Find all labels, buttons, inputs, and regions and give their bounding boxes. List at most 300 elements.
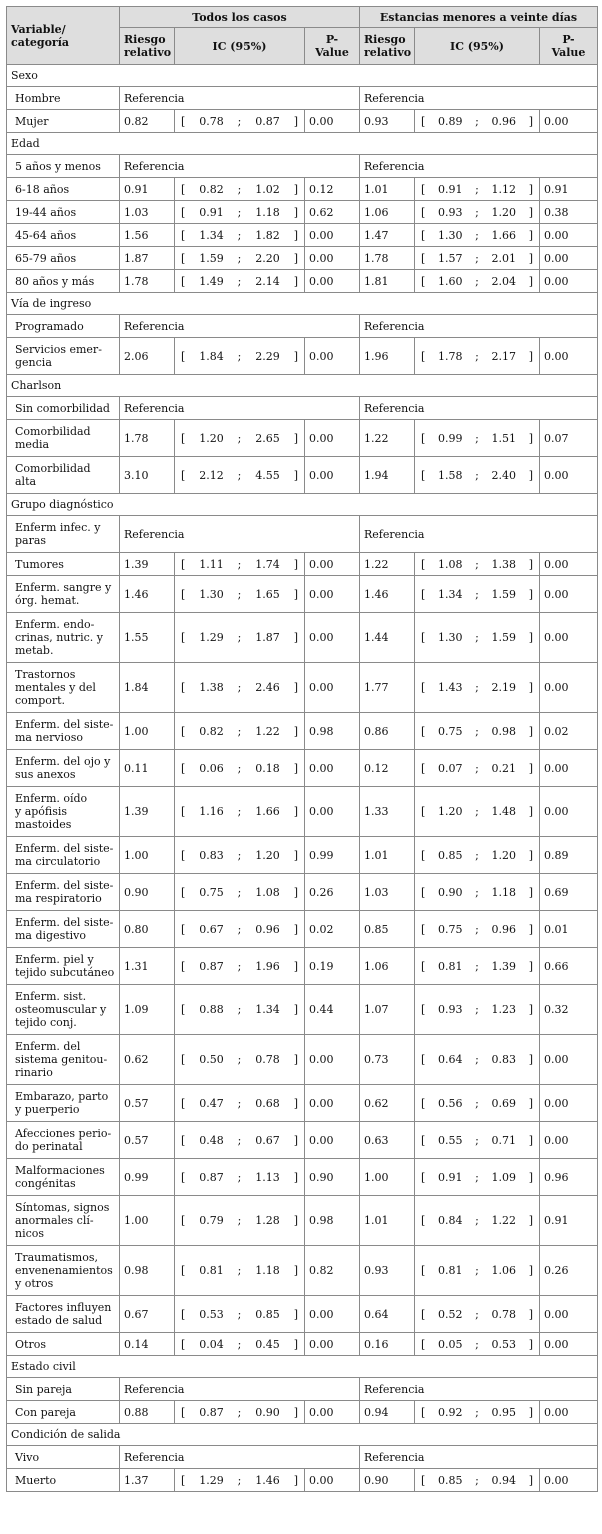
confidence-interval xyxy=(181,725,298,738)
row-label: Enferm. sist. osteomuscular y tejido conj. xyxy=(7,985,120,1035)
ic-upper: 0.85 xyxy=(255,1307,280,1321)
separator: ; xyxy=(475,724,479,738)
ic-cell-short xyxy=(415,338,540,375)
bracket-open: [ xyxy=(181,761,186,775)
ic-lower: 0.84 xyxy=(437,1214,463,1227)
rr-value-short: 1.01 xyxy=(360,1196,415,1246)
p-value-all: 0.12 xyxy=(305,178,360,201)
ic-lower: 1.49 xyxy=(199,274,224,288)
p-value-all: 0.00 xyxy=(305,270,360,293)
ic-upper: 1.09 xyxy=(491,1170,517,1184)
reference-all: Referencia xyxy=(120,87,360,110)
separator: ; xyxy=(475,274,479,288)
confidence-interval xyxy=(181,960,298,973)
rr-value-short: 0.12 xyxy=(360,750,415,787)
p-value-short: 0.00 xyxy=(540,750,598,787)
rr-value-all: 1.39 xyxy=(120,553,175,576)
ic-lower: 0.87 xyxy=(199,1170,224,1184)
ic-upper: 1.48 xyxy=(491,805,517,818)
bracket-open: [ xyxy=(421,922,426,936)
bracket-close: ] xyxy=(528,1405,533,1419)
separator: ; xyxy=(475,431,479,445)
row-label: Enferm. del siste- ma circulatorio xyxy=(7,837,120,874)
confidence-interval xyxy=(181,252,298,265)
ic-lower: 0.75 xyxy=(437,724,463,738)
separator: ; xyxy=(237,228,242,242)
bracket-open: [ xyxy=(421,431,426,445)
section-row xyxy=(7,1424,598,1446)
separator: ; xyxy=(475,251,479,265)
bracket-open: [ xyxy=(181,1096,186,1110)
section-row xyxy=(7,133,598,155)
rr-value-short: 1.96 xyxy=(360,338,415,375)
separator: ; xyxy=(237,681,242,694)
ic-cell-short xyxy=(415,576,540,613)
p-value-short: 0.00 xyxy=(540,1469,598,1492)
confidence-interval xyxy=(181,432,298,445)
separator: ; xyxy=(237,1214,242,1227)
confidence-interval xyxy=(421,1134,533,1147)
table-row xyxy=(7,201,598,224)
ic-cell-short xyxy=(415,1122,540,1159)
ic-cell-all xyxy=(175,713,305,750)
separator: ; xyxy=(237,1053,242,1066)
rr-value-all: 1.09 xyxy=(120,985,175,1035)
bracket-open: [ xyxy=(181,1307,186,1321)
ic-cell-all xyxy=(175,110,305,133)
ic-upper: 0.69 xyxy=(491,1096,517,1110)
ic-upper: 1.13 xyxy=(255,1170,280,1184)
p-value-all: 0.00 xyxy=(305,663,360,713)
ic-upper: 1.23 xyxy=(491,1003,517,1016)
separator: ; xyxy=(237,631,242,644)
ic-cell-all xyxy=(175,1401,305,1424)
ic-upper: 1.18 xyxy=(255,1264,280,1277)
bracket-open: [ xyxy=(421,885,426,899)
ic-lower: 0.87 xyxy=(199,1405,224,1419)
ic-cell-short xyxy=(415,948,540,985)
p-value-short: 0.89 xyxy=(540,837,598,874)
ic-cell-short xyxy=(415,874,540,911)
rr-value-short: 1.33 xyxy=(360,787,415,837)
ic-upper: 0.96 xyxy=(255,922,280,936)
bracket-close: ] xyxy=(528,587,533,601)
ic-cell-all xyxy=(175,224,305,247)
p-value-short: 0.00 xyxy=(540,787,598,837)
ic-cell-all xyxy=(175,874,305,911)
ic-upper: 2.65 xyxy=(255,431,280,445)
section-title: Grupo diagnóstico xyxy=(7,494,598,516)
reference-short: Referencia xyxy=(360,87,598,110)
table-row xyxy=(7,247,598,270)
separator: ; xyxy=(475,885,479,899)
confidence-interval xyxy=(421,229,533,242)
bracket-close: ] xyxy=(528,274,533,288)
bracket-close: ] xyxy=(528,1473,533,1487)
rr-value-short: 1.22 xyxy=(360,553,415,576)
ic-lower: 1.34 xyxy=(437,587,463,601)
table-row xyxy=(7,787,598,837)
bracket-close: ] xyxy=(528,1214,533,1227)
p-value-short: 0.91 xyxy=(540,178,598,201)
ic-cell-all xyxy=(175,1196,305,1246)
p-value-short: 0.00 xyxy=(540,1333,598,1356)
confidence-interval xyxy=(181,469,298,482)
bracket-close: ] xyxy=(528,1170,533,1184)
separator: ; xyxy=(475,557,479,571)
p-value-all: 0.00 xyxy=(305,457,360,494)
confidence-interval xyxy=(421,1474,533,1487)
reference-all: Referencia xyxy=(120,155,360,178)
confidence-interval xyxy=(421,183,533,196)
rr-value-all: 0.67 xyxy=(120,1296,175,1333)
ic-cell-short xyxy=(415,178,540,201)
bracket-close: ] xyxy=(528,557,533,571)
separator: ; xyxy=(237,922,242,936)
reference-short: Referencia xyxy=(360,315,598,338)
ic-upper: 1.12 xyxy=(491,182,517,196)
row-label: Enferm. del ojo y sus anexos xyxy=(7,750,120,787)
ic-lower: 0.99 xyxy=(437,431,463,445)
row-label: Embarazo, parto y puerperio xyxy=(7,1085,120,1122)
ic-upper: 0.95 xyxy=(491,1405,517,1419)
p-value-short: 0.07 xyxy=(540,420,598,457)
group-header-short-stays: Estancias menores a veinte días xyxy=(360,7,598,28)
bracket-close: ] xyxy=(293,1473,298,1487)
confidence-interval xyxy=(181,1338,298,1351)
bracket-close: ] xyxy=(293,587,298,601)
rr-value-all: 1.39 xyxy=(120,787,175,837)
p-value-all: 0.62 xyxy=(305,201,360,224)
rr-value-all: 2.06 xyxy=(120,338,175,375)
bracket-open: [ xyxy=(421,848,426,862)
bracket-close: ] xyxy=(528,805,533,818)
ic-cell-short xyxy=(415,110,540,133)
ic-lower: 1.30 xyxy=(199,587,224,601)
bracket-close: ] xyxy=(293,182,298,196)
row-label: Sin pareja xyxy=(7,1378,120,1401)
table-row xyxy=(7,663,598,713)
confidence-interval xyxy=(181,1171,298,1184)
p-value-short: 0.00 xyxy=(540,1401,598,1424)
ic-cell-short xyxy=(415,270,540,293)
p-value-all: 0.44 xyxy=(305,985,360,1035)
ic-upper: 2.20 xyxy=(255,251,280,265)
separator: ; xyxy=(475,959,479,973)
table-row xyxy=(7,576,598,613)
separator: ; xyxy=(475,1053,479,1066)
table-row xyxy=(7,516,598,553)
ic-upper: 0.71 xyxy=(491,1133,517,1147)
bracket-open: [ xyxy=(181,681,186,694)
ic-cell-short xyxy=(415,553,540,576)
bracket-close: ] xyxy=(293,681,298,694)
bracket-open: [ xyxy=(421,1170,426,1184)
ic-cell-short xyxy=(415,613,540,663)
bracket-open: [ xyxy=(421,1214,426,1227)
bracket-close: ] xyxy=(528,922,533,936)
bracket-close: ] xyxy=(528,1264,533,1277)
reference-all: Referencia xyxy=(120,516,360,553)
bracket-close: ] xyxy=(528,182,533,196)
section-row xyxy=(7,375,598,397)
bracket-open: [ xyxy=(181,251,186,265)
bracket-open: [ xyxy=(421,681,426,694)
confidence-interval xyxy=(181,1264,298,1277)
confidence-interval xyxy=(181,631,298,644)
confidence-interval xyxy=(421,252,533,265)
ic-cell-all xyxy=(175,985,305,1035)
rr-value-short: 1.46 xyxy=(360,576,415,613)
ic-cell-short xyxy=(415,1333,540,1356)
row-label: 6-18 años xyxy=(7,178,120,201)
table-row xyxy=(7,155,598,178)
separator: ; xyxy=(475,1337,479,1351)
row-label: Mujer xyxy=(7,110,120,133)
ic-cell-all xyxy=(175,1159,305,1196)
bracket-close: ] xyxy=(293,1337,298,1351)
bracket-open: [ xyxy=(421,205,426,219)
ic-lower: 0.55 xyxy=(437,1133,463,1147)
ic-cell-all xyxy=(175,553,305,576)
bracket-close: ] xyxy=(293,468,298,482)
rr-value-short: 1.07 xyxy=(360,985,415,1035)
row-label: Comorbilidad alta xyxy=(7,457,120,494)
confidence-interval xyxy=(421,469,533,482)
bracket-close: ] xyxy=(528,848,533,862)
confidence-interval xyxy=(181,229,298,242)
ic-cell-all xyxy=(175,948,305,985)
table-row xyxy=(7,1296,598,1333)
group-header-all-cases: Todos los casos xyxy=(120,7,360,28)
confidence-interval xyxy=(181,923,298,936)
separator: ; xyxy=(237,1096,242,1110)
table-row xyxy=(7,1469,598,1492)
ic-cell-all xyxy=(175,457,305,494)
confidence-interval xyxy=(421,275,533,288)
row-label: 45-64 años xyxy=(7,224,120,247)
separator: ; xyxy=(237,205,242,219)
confidence-interval xyxy=(181,805,298,818)
row-label: Traumatismos, envenenamientos y otros xyxy=(7,1246,120,1296)
ic-upper: 0.90 xyxy=(255,1405,280,1419)
reference-short: Referencia xyxy=(360,1378,598,1401)
bracket-close: ] xyxy=(528,431,533,445)
separator: ; xyxy=(237,885,242,899)
bracket-open: [ xyxy=(421,631,426,644)
ic-lower: 0.91 xyxy=(199,205,224,219)
confidence-interval xyxy=(181,1474,298,1487)
ic-lower: 1.38 xyxy=(199,681,224,694)
bracket-open: [ xyxy=(181,431,186,445)
bracket-open: [ xyxy=(421,182,426,196)
rr-value-short: 0.62 xyxy=(360,1085,415,1122)
rr-value-short: 1.06 xyxy=(360,201,415,224)
bracket-close: ] xyxy=(293,205,298,219)
confidence-interval xyxy=(181,849,298,862)
section-row xyxy=(7,1356,598,1378)
bracket-close: ] xyxy=(293,885,298,899)
ic-lower: 0.89 xyxy=(437,114,463,128)
ic-cell-all xyxy=(175,1469,305,1492)
rr-value-all: 1.84 xyxy=(120,663,175,713)
bracket-close: ] xyxy=(528,959,533,973)
row-label: Afecciones perio- do perinatal xyxy=(7,1122,120,1159)
ic-cell-all xyxy=(175,613,305,663)
p-value-all: 0.98 xyxy=(305,1196,360,1246)
reference-all: Referencia xyxy=(120,1378,360,1401)
reference-short: Referencia xyxy=(360,397,598,420)
ic-cell-all xyxy=(175,1122,305,1159)
confidence-interval xyxy=(181,1003,298,1016)
confidence-interval xyxy=(421,432,533,445)
ic-lower: 1.30 xyxy=(437,631,463,644)
p-value-all: 0.02 xyxy=(305,911,360,948)
rr-value-short: 1.00 xyxy=(360,1159,415,1196)
separator: ; xyxy=(237,1133,242,1147)
bracket-close: ] xyxy=(293,959,298,973)
row-label: Enferm. sangre y órg. hemat. xyxy=(7,576,120,613)
ic-cell-short xyxy=(415,1196,540,1246)
ic-cell-short xyxy=(415,201,540,224)
table-row xyxy=(7,1159,598,1196)
row-label: Enferm. del sistema genitou- rinario xyxy=(7,1035,120,1085)
rr-value-all: 1.78 xyxy=(120,270,175,293)
rr-value-short: 0.16 xyxy=(360,1333,415,1356)
table-row xyxy=(7,1246,598,1296)
bracket-open: [ xyxy=(421,1264,426,1277)
bracket-open: [ xyxy=(421,1133,426,1147)
section-title: Estado civil xyxy=(7,1356,598,1378)
ic-cell-short xyxy=(415,985,540,1035)
bracket-close: ] xyxy=(293,1170,298,1184)
ic-lower: 0.64 xyxy=(437,1053,463,1066)
separator: ; xyxy=(237,1473,242,1487)
separator: ; xyxy=(475,1264,479,1277)
ic-upper: 0.21 xyxy=(491,761,517,775)
p-value-short: 0.00 xyxy=(540,457,598,494)
bracket-close: ] xyxy=(293,1003,298,1016)
rr-value-short: 0.93 xyxy=(360,110,415,133)
ic-upper: 0.96 xyxy=(491,114,517,128)
p-header-all: P- Value xyxy=(305,28,360,65)
separator: ; xyxy=(237,1337,242,1351)
reference-all: Referencia xyxy=(120,315,360,338)
confidence-interval xyxy=(421,762,533,775)
table-row xyxy=(7,1085,598,1122)
rr-value-short: 1.03 xyxy=(360,874,415,911)
rr-value-short: 0.64 xyxy=(360,1296,415,1333)
ic-lower: 0.82 xyxy=(199,182,224,196)
bracket-close: ] xyxy=(293,1405,298,1419)
ic-upper: 2.19 xyxy=(491,681,517,694)
confidence-interval xyxy=(181,1134,298,1147)
rr-value-all: 0.11 xyxy=(120,750,175,787)
table-row xyxy=(7,338,598,375)
row-label: Enferm. oído y apófisis mastoides xyxy=(7,787,120,837)
row-label: Hombre xyxy=(7,87,120,110)
ic-upper: 1.18 xyxy=(491,885,517,899)
bracket-close: ] xyxy=(293,1096,298,1110)
confidence-interval xyxy=(421,588,533,601)
table-row xyxy=(7,1401,598,1424)
bracket-open: [ xyxy=(181,274,186,288)
table-row xyxy=(7,1378,598,1401)
bracket-open: [ xyxy=(421,1307,426,1321)
p-value-all: 0.00 xyxy=(305,576,360,613)
bracket-open: [ xyxy=(181,557,186,571)
bracket-open: [ xyxy=(421,1003,426,1016)
rr-value-all: 0.80 xyxy=(120,911,175,948)
p-value-short: 0.00 xyxy=(540,1122,598,1159)
separator: ; xyxy=(237,805,242,818)
rr-value-all: 1.55 xyxy=(120,613,175,663)
ic-cell-all xyxy=(175,201,305,224)
ic-lower: 0.75 xyxy=(199,885,224,899)
table-row xyxy=(7,1333,598,1356)
bracket-close: ] xyxy=(528,251,533,265)
row-label: Síntomas, signos anormales clí- nicos xyxy=(7,1196,120,1246)
ic-upper: 0.68 xyxy=(255,1096,280,1110)
confidence-interval xyxy=(421,1214,533,1227)
separator: ; xyxy=(475,587,479,601)
ic-lower: 1.08 xyxy=(437,557,463,571)
bracket-open: [ xyxy=(181,349,186,363)
bracket-open: [ xyxy=(181,1133,186,1147)
rr-value-short: 1.47 xyxy=(360,224,415,247)
section-title: Sexo xyxy=(7,65,598,87)
p-value-all: 0.00 xyxy=(305,420,360,457)
confidence-interval xyxy=(421,1171,533,1184)
ic-upper: 0.96 xyxy=(491,922,517,936)
row-label: Enferm. del siste- ma digestivo xyxy=(7,911,120,948)
p-value-all: 0.00 xyxy=(305,1035,360,1085)
bracket-open: [ xyxy=(421,959,426,973)
ic-lower: 0.93 xyxy=(437,205,463,219)
p-value-all: 0.00 xyxy=(305,110,360,133)
p-value-all: 0.00 xyxy=(305,1401,360,1424)
ic-lower: 0.91 xyxy=(437,1170,463,1184)
bracket-close: ] xyxy=(293,431,298,445)
p-value-short: 0.32 xyxy=(540,985,598,1035)
ic-upper: 2.29 xyxy=(255,349,280,363)
rr-value-short: 0.93 xyxy=(360,1246,415,1296)
bracket-close: ] xyxy=(293,274,298,288)
ic-upper: 1.22 xyxy=(491,1214,517,1227)
bracket-open: [ xyxy=(421,805,426,818)
row-label: Vivo xyxy=(7,1446,120,1469)
ic-lower: 0.07 xyxy=(437,761,463,775)
table-row xyxy=(7,1446,598,1469)
ic-cell-all xyxy=(175,787,305,837)
confidence-interval xyxy=(421,886,533,899)
ic-cell-short xyxy=(415,224,540,247)
p-value-short: 0.38 xyxy=(540,201,598,224)
variable-header: Variable/ categoría xyxy=(7,7,120,65)
bracket-close: ] xyxy=(528,1133,533,1147)
row-label: Enferm. del siste- ma respiratorio xyxy=(7,874,120,911)
table-row xyxy=(7,948,598,985)
bracket-close: ] xyxy=(293,349,298,363)
p-value-all: 0.00 xyxy=(305,1296,360,1333)
separator: ; xyxy=(475,1003,479,1016)
separator: ; xyxy=(237,114,242,128)
ic-upper: 1.74 xyxy=(255,557,280,571)
bracket-open: [ xyxy=(421,251,426,265)
ic-upper: 1.87 xyxy=(255,631,280,644)
p-value-short: 0.00 xyxy=(540,1296,598,1333)
confidence-interval xyxy=(421,725,533,738)
